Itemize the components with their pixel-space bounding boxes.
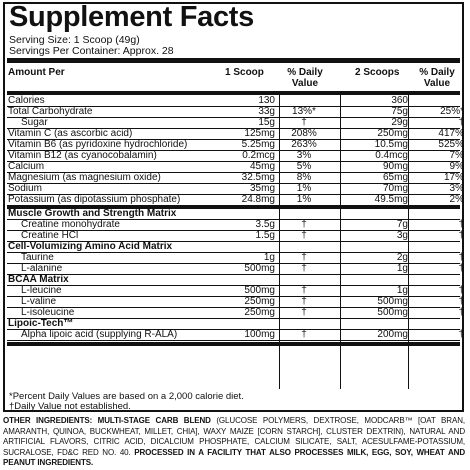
amount-1-scoop: 15g [258,117,275,128]
amount-2-scoops: 1g [396,285,408,296]
daily-value-2-scoops: 7% [449,150,464,161]
nutrient-name: L-isoleucine [21,307,75,318]
amount-1-scoop: 35mg [249,183,275,194]
amount-2-scoops: 200mg [377,329,408,340]
amount-1-scoop: 1g [263,252,275,263]
amount-2-scoops: 0.4mcg [375,150,408,161]
daily-value-2-scoops: † [458,263,464,274]
header-dv2-line2: Value [423,78,451,89]
amount-2-scoops: 49.5mg [374,194,408,205]
amount-2-scoops: 1g [396,263,408,274]
section-title: Muscle Growth and Strength Matrix [8,208,177,219]
daily-value-1-scoop: † [301,219,307,230]
daily-value-2-scoops: 525% [438,139,464,150]
amount-2-scoops: 70mg [382,183,408,194]
nutrient-name: Vitamin B12 (as cyanocobalamin) [8,150,157,161]
daily-value-1-scoop: † [301,252,307,263]
daily-value-2-scoops: † [458,307,464,318]
amount-1-scoop: 3.5g [255,219,275,230]
daily-value-2-scoops: † [458,117,464,128]
column-divider [279,95,280,389]
nutrient-name: Calories [8,95,45,106]
daily-value-1-scoop: 1% [296,194,312,205]
amount-2-scoops: 10.5mg [374,139,408,150]
daily-value-1-scoop: † [301,285,307,296]
daily-value-1-scoop: † [301,329,307,340]
amount-2-scoops: 7g [396,219,408,230]
amount-2-scoops: 250mg [377,128,408,139]
daily-value-1-scoop: 3% [296,150,312,161]
header-amount-per: Amount Per [8,67,65,78]
nutrient-name: L-valine [21,296,57,307]
nutrient-name: Taurine [21,252,54,263]
bottom-divider [7,342,460,346]
amount-1-scoop: 500mg [244,285,275,296]
footnote-daily-values: *Percent Daily Values are based on a 2,000 calorie diet. [9,391,244,402]
header-daily-value-2 [409,67,465,89]
nutrient-name: Sodium [8,183,42,194]
daily-value-2-scoops: 3% [449,183,464,194]
thick-divider [7,58,460,63]
nutrient-name: Potassium (as dipotassium phosphate) [8,194,181,205]
amount-2-scoops: 75g [391,106,408,117]
daily-value-2-scoops: 2% [449,194,464,205]
amount-2-scoops: 29g [391,117,408,128]
daily-value-2-scoops: † [458,252,464,263]
amount-1-scoop: 100mg [244,329,275,340]
amount-2-scoops: 500mg [377,307,408,318]
daily-value-2-scoops: † [458,329,464,340]
amount-2-scoops: 2g [396,252,408,263]
daily-value-1-scoop: 263% [291,139,317,150]
section-header [7,275,460,286]
amount-2-scoops: 90mg [382,161,408,172]
footnote-not-established: †Daily Value not established. [9,401,131,412]
amount-1-scoop: 250mg [244,307,275,318]
header-dv1-line2: Value [291,78,319,89]
allergen-statement: PROCESSED IN A FACILITY THAT ALSO PROCESSES MILK, EGG, SOY, WHEAT AND PEANUT INGREDIENTS. [3,447,466,467]
header-1-scoop: 1 Scoop [225,67,264,78]
header-2-scoops: 2 Scoops [355,67,400,78]
daily-value-1-scoop: 208% [291,128,317,139]
amount-1-scoop: 500mg [244,263,275,274]
nutrient-name: Alpha lipoic acid (supplying R-ALA) [21,329,178,340]
daily-value-1-scoop: † [301,117,307,128]
panel-title: Supplement Facts [9,1,254,33]
ingredients-label: OTHER INGREDIENTS: [3,416,93,425]
header-dv2-line1: % Daily [419,67,455,78]
nutrient-name: Vitamin C (as ascorbic acid) [8,128,133,139]
daily-value-2-scoops: 25%* [440,106,464,117]
nutrient-row [7,263,464,275]
nutrient-name: L-alanine [21,263,63,274]
supplement-facts-panel [3,2,464,412]
column-divider [408,95,409,389]
nutrient-name: Sugar [21,117,48,128]
daily-value-1-scoop: † [301,307,307,318]
daily-value-1-scoop: 8% [296,172,312,183]
section-title: Cell-Volumizing Amino Acid Matrix [8,241,173,252]
nutrient-name: Vitamin B6 (as pyridoxine hydrochloride) [8,139,188,150]
daily-value-2-scoops: 417% [438,128,464,139]
ingredients-text: (GLUCOSE POLYMERS, DEXTROSE, MODCARB™ [OAT BRAN, AMARANTH, QUINOA, BUCKWHEAT, MILLET, CHIA], WAXY MAIZE [CORN STARCH], CLUSTER DEXTRIN), NATURAL AND ARTIFICIAL FLAVORS, CITRIC ACID, DICALCIUM PHOSPHATE, CALCIUM SILICATE, SALT, ACESULFAME-POTASSIUM, SUCRALOSE, FD&C RED NO. 40. [3,416,465,457]
serving-size: Serving Size: 1 Scoop (49g) [9,34,140,46]
nutrient-name: Calcium [8,161,45,172]
amount-1-scoop: 130 [258,95,275,106]
nutrient-row [7,307,464,319]
amount-2-scoops: 500mg [377,296,408,307]
section-title: Lipoic-Tech™ [8,318,74,329]
daily-value-2-scoops: † [458,285,464,296]
daily-value-2-scoops: † [458,219,464,230]
nutrient-name: Creatine monohydrate [21,219,120,230]
header-daily-value-1 [277,67,333,89]
amount-2-scoops: 3g [396,230,408,241]
amount-2-scoops: 65mg [382,172,408,183]
amount-1-scoop: 125mg [244,128,275,139]
daily-value-1-scoop: 1% [296,183,312,194]
nutrient-row [7,329,464,341]
daily-value-1-scoop: † [301,263,307,274]
amount-1-scoop: 0.2mcg [242,150,275,161]
amount-1-scoop: 1.5g [255,230,275,241]
daily-value-2-scoops: 9% [449,161,464,172]
nutrient-name: L-leucine [21,285,62,296]
daily-value-2-scoops: 17% [443,172,464,183]
daily-value-1-scoop: † [301,230,307,241]
ingredients-blend-label: MULTI-STAGE CARB BLEND [97,416,211,425]
daily-value-2-scoops: † [458,296,464,307]
section-title: BCAA Matrix [8,274,69,285]
daily-value-1-scoop: 13%* [292,106,316,117]
nutrient-name: Creatine HCl [21,230,79,241]
amount-1-scoop: 5.25mg [241,139,275,150]
amount-1-scoop: 45mg [249,161,275,172]
servings-per-container: Servings Per Container: Approx. 28 [9,45,174,57]
nutrient-name: Magnesium (as magnesium oxide) [8,172,161,183]
daily-value-1-scoop: † [301,296,307,307]
other-ingredients [3,416,465,469]
amount-1-scoop: 32.5mg [241,172,275,183]
amount-1-scoop: 250mg [244,296,275,307]
nutrient-name: Total Carbohydrate [8,106,93,117]
daily-value-2-scoops: † [458,230,464,241]
nutrient-row [7,252,464,264]
section-header [7,242,460,253]
amount-1-scoop: 24.8mg [241,194,275,205]
daily-value-1-scoop: 5% [296,161,312,172]
amount-2-scoops: 360 [391,95,408,106]
column-divider [340,95,341,389]
header-dv1-line1: % Daily [287,67,323,78]
amount-1-scoop: 33g [258,106,275,117]
